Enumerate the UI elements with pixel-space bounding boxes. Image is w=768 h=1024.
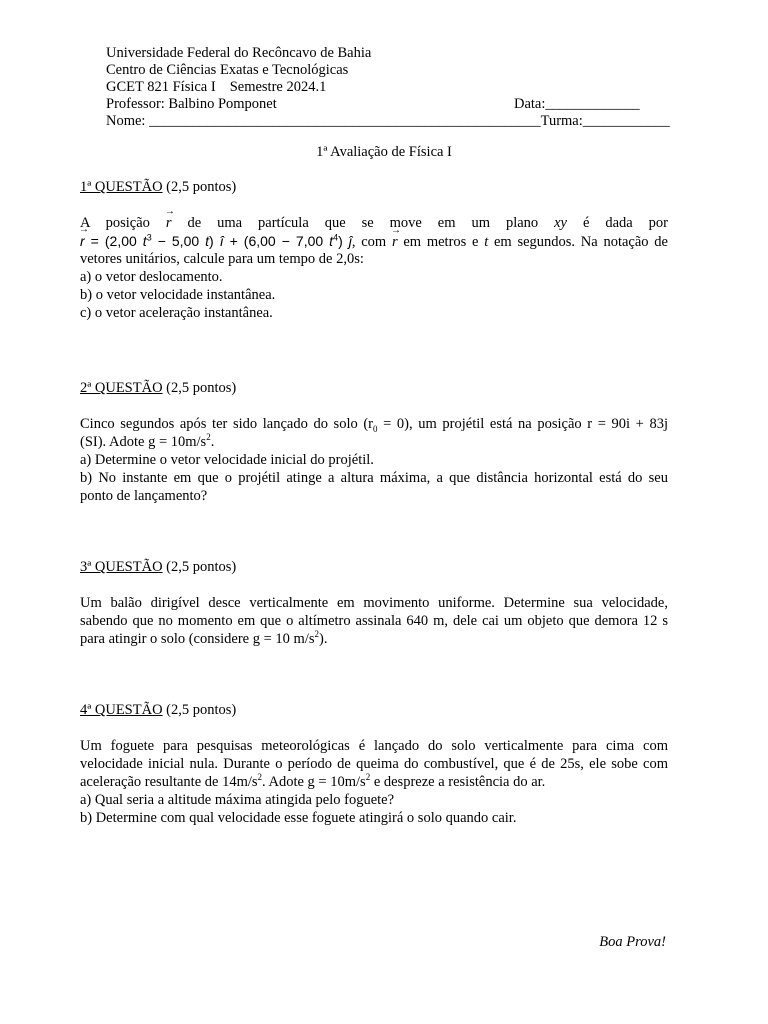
question-4-heading <box>80 701 668 719</box>
question-1-line-3: vetores unitários, calcule para um tempo de 2,0s: <box>80 251 364 267</box>
question-1-body <box>80 214 668 322</box>
question-2-item-b-line-2: ponto de lançamento? <box>80 488 208 504</box>
question-2-item-b-line-1: b) No instante em que o projétil atinge a altura máxima, a que distância horizontal está do seu <box>80 470 668 486</box>
question-3-line-2: sabendo que no momento em que o altímetro assinala 640 m, dele cai um objeto que demora 12 s <box>80 613 668 629</box>
question-4-points: (2,5 pontos) <box>162 702 237 718</box>
student-name-field: Nome: ______________________________________________________ <box>106 113 541 129</box>
question-1-points: (2,5 pontos) <box>162 179 237 195</box>
question-3-heading <box>80 558 668 576</box>
date-field: Data:_____________ <box>514 96 640 112</box>
question-1-item-b: b) o vetor velocidade instantânea. <box>80 287 276 303</box>
question-4-label: 4ª QUESTÃO <box>80 702 163 718</box>
question-2-body <box>80 415 668 505</box>
question-4-item-b: b) Determine com qual velocidade esse foguete atingirá o solo quando cair. <box>80 810 517 826</box>
exam-header <box>106 44 670 129</box>
question-4-line-1: Um foguete para pesquisas meteorológicas é lançado do solo verticalmente para cima com <box>80 738 668 754</box>
course-code: GCET 821 Física I <box>106 79 216 95</box>
question-4-line-2: velocidade inicial nula. Durante o período de queima do combustível, que é de 25s, ele sobe com <box>80 756 668 772</box>
semester: Semestre 2024.1 <box>229 79 327 95</box>
question-4-line-3: aceleração resultante de $14m/s^2$. Adote $g = 10m/s^2$ e despreze a resistência do ar. <box>80 772 546 790</box>
question-3-body <box>80 594 668 648</box>
question-1-heading <box>80 178 668 196</box>
name-line <box>106 112 670 129</box>
question-2-heading <box>80 379 668 397</box>
question-4-item-a: a) Qual seria a altitude máxima atingida pelo foguete? <box>80 792 395 808</box>
question-2-points: (2,5 pontos) <box>162 380 237 396</box>
question-3-line-3: para atingir o solo (considere g = 10 $m/s^2$). <box>80 629 328 647</box>
question-3-label: 3ª QUESTÃO <box>80 559 163 575</box>
question-1-label: 1ª QUESTÃO <box>80 179 163 195</box>
center-name: Centro de Ciências Exatas e Tecnológicas <box>106 62 349 78</box>
university-name: Universidade Federal do Recôncavo de Bahia <box>106 45 372 61</box>
professor-name: Professor: Balbino Pomponet <box>106 96 277 112</box>
professor-line <box>106 95 646 112</box>
course-line <box>106 78 646 95</box>
question-2-line-1: Cinco segundos após ter sido lançado do solo $(r_0 = 0)$, um projétil está na posição r = 90i + 83j <box>80 416 668 434</box>
question-2-label: 2ª QUESTÃO <box>80 380 163 396</box>
closing-message: Boa Prova! <box>599 934 666 950</box>
question-2-item-a: a) Determine o vetor velocidade inicial do projétil. <box>80 452 374 468</box>
question-3-points: (2,5 pontos) <box>162 559 237 575</box>
question-1-line-1: A posição → r de uma partícula que se move em um plano xy é dada por <box>80 214 668 232</box>
question-1-item-c: c) o vetor aceleração instantânea. <box>80 305 273 321</box>
question-1-line-2: → r = (2,00 $t^3 - 5,00$ t) î + (6,00 − 7,00 $t^4$) ĵ, com → r em metros e t em segundos. Na notação de <box>80 232 668 250</box>
class-field: Turma:____________ <box>540 113 670 129</box>
question-1-item-a: a) o vetor deslocamento. <box>80 269 223 285</box>
question-3-line-1: Um balão dirigível desce verticalmente em movimento uniforme. Determine sua velocidade, <box>80 595 668 611</box>
exam-title: 1ª Avaliação de Física I <box>316 144 452 160</box>
question-2-line-2: (SI). Adote $g = 10m/s^2$. <box>80 432 215 450</box>
question-4-body <box>80 737 668 827</box>
position-equation: → r = (2,00 $t^3 - 5,00$ t) î + (6,00 − 7,00 $t^4$) ĵ <box>80 233 352 249</box>
